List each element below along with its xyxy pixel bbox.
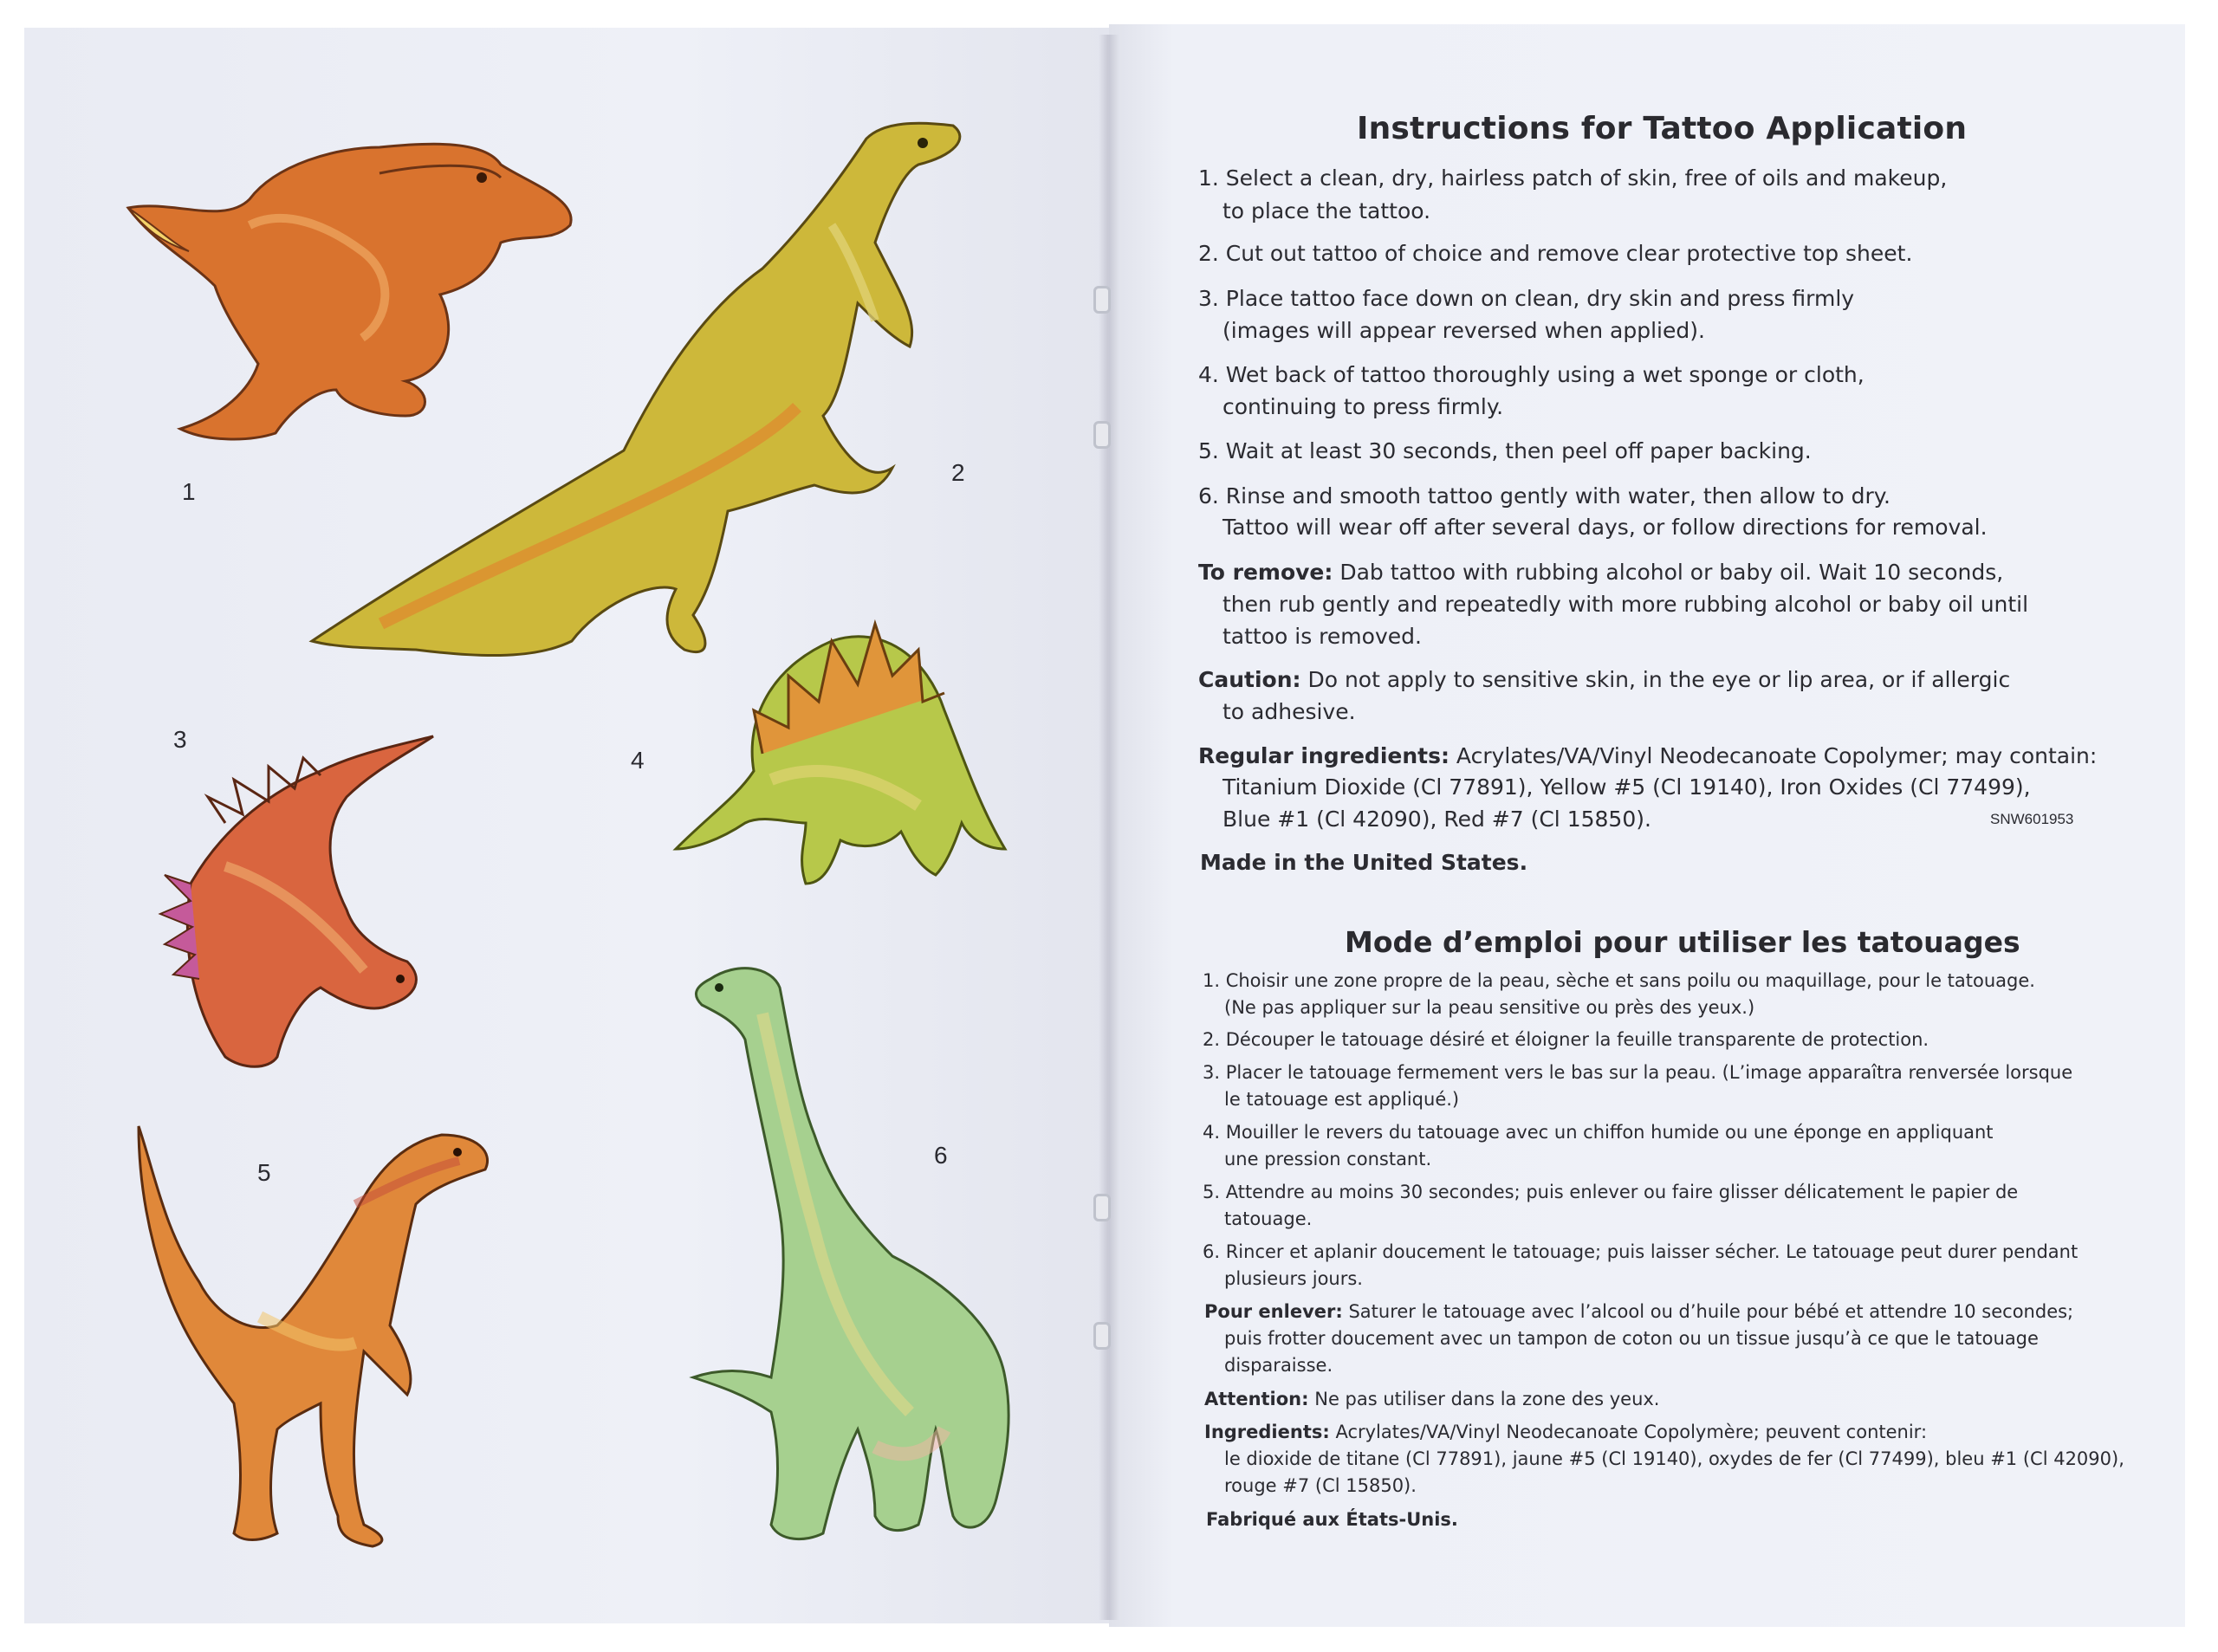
english-step-3-line-2: (images will appear reversed when applied). <box>1222 318 1705 343</box>
english-made-in: Made in the United States. <box>1200 850 1528 875</box>
french-attention-label: Attention: <box>1204 1389 1309 1409</box>
english-step-3-line-1: 3. Place tattoo face down on clean, dry skin and press firmly <box>1198 286 1855 311</box>
french-step-5-line-2: tatouage. <box>1224 1208 1313 1229</box>
english-caution-line-2: to adhesive. <box>1222 699 1356 724</box>
french-attention-line <box>1204 1390 1659 1409</box>
english-instructions-title: Instructions for Tattoo Application <box>1357 111 1968 146</box>
english-caution-label: Caution: <box>1198 667 1301 692</box>
english-remove-text: Dab tattoo with rubbing alcohol or baby oil. Wait 10 seconds, <box>1339 560 2004 585</box>
tattoo-number-3: 3 <box>173 726 187 753</box>
english-step-1-line-2: to place the tattoo. <box>1222 198 1431 224</box>
tattoo-number-1: 1 <box>182 478 196 505</box>
staple-icon <box>1093 1194 1111 1221</box>
french-step-1-line-1: 1. Choisir une zone propre de la peau, sèche et sans poilu ou maquillage, pour le tatouage. <box>1203 970 2035 991</box>
french-ingredients-line-1 <box>1204 1423 1927 1441</box>
english-remove-label: To remove: <box>1198 560 1333 585</box>
french-remove-label: Pour enlever: <box>1204 1301 1343 1322</box>
brachiosaurus-tattoo <box>684 962 1031 1568</box>
english-ingredients-label: Regular ingredients: <box>1198 743 1449 768</box>
french-step-2: 2. Découper le tatouage désiré et éloigner la feuille transparente de protection. <box>1203 1029 1929 1050</box>
french-instructions-title: Mode d’emploi pour utiliser les tatouages <box>1345 925 2020 959</box>
french-remove-line-1 <box>1204 1303 2073 1321</box>
spiked-dinosaur-tattoo <box>173 728 451 1074</box>
tattoo-number-6: 6 <box>934 1142 948 1169</box>
english-step-6-line-2: Tattoo will wear off after several days, or follow directions for removal. <box>1222 515 1988 540</box>
french-ingredients-line-2: le dioxide de titane (Cl 77891), jaune #5 (Cl 19140), oxydes de fer (Cl 77499), bleu #1 (Cl 42090), <box>1224 1448 2124 1469</box>
english-step-1-line-1: 1. Select a clean, dry, hairless patch of skin, free of oils and makeup, <box>1198 165 1948 191</box>
french-step-4-line-2: une pression constant. <box>1224 1149 1432 1169</box>
english-caution-line-1 <box>1198 669 2010 690</box>
french-remove-line-3: disparaisse. <box>1224 1355 1333 1376</box>
staple-icon <box>1093 1322 1111 1350</box>
english-remove-line-3: tattoo is removed. <box>1222 624 1422 649</box>
book-spine <box>1099 35 1119 1620</box>
staple-icon <box>1093 286 1111 314</box>
theropod-tattoo <box>130 1126 503 1551</box>
tattoo-number-4: 4 <box>631 747 645 774</box>
english-step-2: 2. Cut out tattoo of choice and remove clear protective top sheet. <box>1198 241 1913 266</box>
french-attention-text: Ne pas utiliser dans la zone des yeux. <box>1314 1389 1660 1409</box>
tattoo-number-5: 5 <box>257 1159 271 1186</box>
french-step-6-line-1: 6. Rincer et aplanir doucement le tatouage; puis laisser sécher. Le tatouage peut durer pendant <box>1203 1241 2079 1262</box>
french-ingredients-label: Ingredients: <box>1204 1422 1330 1442</box>
english-ingredients-line-1 <box>1198 745 2097 767</box>
french-ingredients-line-3: rouge #7 (Cl 15850). <box>1224 1475 1417 1496</box>
tattoo-number-2: 2 <box>951 459 965 486</box>
english-remove-line-1 <box>1198 561 2003 583</box>
french-ingredients-text: Acrylates/VA/Vinyl Neodecanoate Copolymère; peuvent contenir: <box>1335 1422 1928 1442</box>
french-step-3-line-1: 3. Placer le tatouage fermement vers le bas sur la peau. (L’image apparaîtra renversée lorsque <box>1203 1062 2073 1083</box>
english-ingredients-text: Acrylates/VA/Vinyl Neodecanoate Copolymer; may contain: <box>1456 743 2098 768</box>
french-step-3-line-2: le tatouage est appliqué.) <box>1224 1089 1460 1110</box>
staple-icon <box>1093 421 1111 449</box>
english-step-4-line-2: continuing to press firmly. <box>1222 394 1504 419</box>
french-remove-line-2: puis frotter doucement avec un tampon de coton ou un tissue jusqu’à ce que le tatouage <box>1224 1328 2039 1349</box>
english-step-6-line-1: 6. Rinse and smooth tattoo gently with water, then allow to dry. <box>1198 483 1890 509</box>
english-ingredients-line-3: Blue #1 (Cl 42090), Red #7 (Cl 15850). <box>1222 807 1651 832</box>
french-made-in: Fabriqué aux États-Unis. <box>1206 1509 1458 1530</box>
french-step-6-line-2: plusieurs jours. <box>1224 1268 1363 1289</box>
product-code: SNW601953 <box>1990 811 2074 827</box>
french-remove-text: Saturer le tatouage avec l’alcool ou d’huile pour bébé et attendre 10 secondes; <box>1348 1301 2074 1322</box>
french-step-4-line-1: 4. Mouiller le revers du tatouage avec un chiffon humide ou une éponge en appliquant <box>1203 1122 1994 1143</box>
stegosaurus-tattoo <box>658 589 1014 901</box>
english-step-5: 5. Wait at least 30 seconds, then peel off paper backing. <box>1198 438 1812 463</box>
english-remove-line-2: then rub gently and repeatedly with more rubbing alcohol or baby oil until <box>1222 592 2029 617</box>
english-caution-text: Do not apply to sensitive skin, in the eye or lip area, or if allergic <box>1307 667 2011 692</box>
french-step-1-line-2: (Ne pas appliquer sur la peau sensitive ou près des yeux.) <box>1224 997 1755 1018</box>
french-step-5-line-1: 5. Attendre au moins 30 secondes; puis enlever ou faire glisser délicatement le papier de <box>1203 1182 2019 1202</box>
english-ingredients-line-2: Titanium Dioxide (Cl 77891), Yellow #5 (Cl 19140), Iron Oxides (Cl 77499), <box>1222 774 2031 800</box>
english-step-4-line-1: 4. Wet back of tattoo thoroughly using a wet sponge or cloth, <box>1198 362 1865 387</box>
